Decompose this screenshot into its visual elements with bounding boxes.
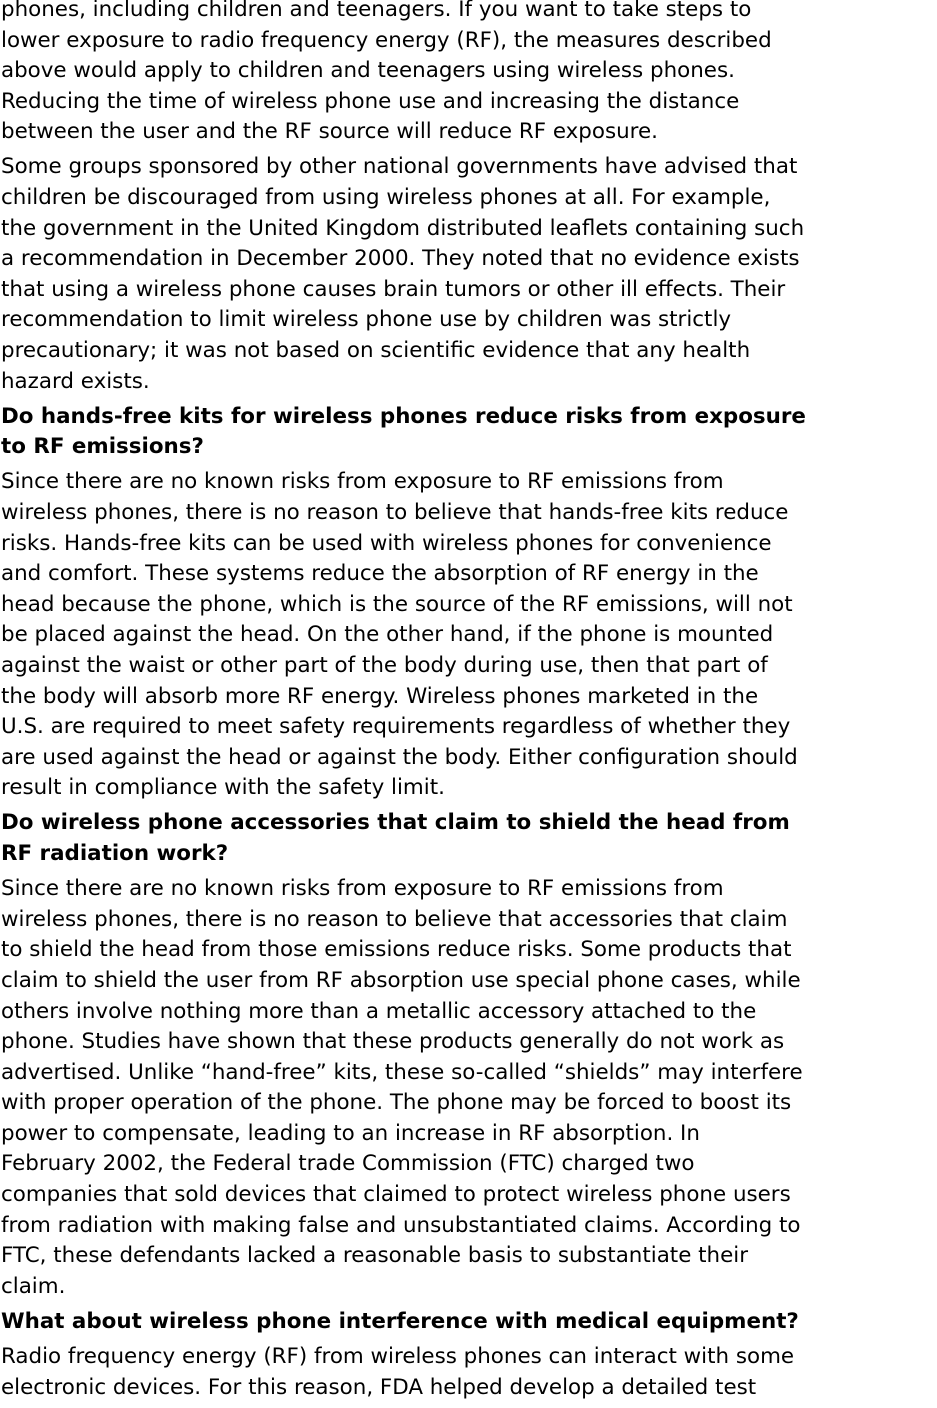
document-page [1,0,937,1408]
paragraph-shield-accessories: Since there are no known risks from exposure to RF emissions from wireless phones, there is no reason to believe that accessories that claim to shield the head from those emissions reduce risks. Some products that claim to shield the user from RF absorption use special phone cases, while others involve nothing more than a metallic accessory attached to the phone. Studies have shown that these products generally do not work as advertised. Unlike “hand-free” kits, these so-called “shields” may interfere with proper operation of the phone. The phone may be forced to boost its power to compensate, leading to an increase in RF absorption. In February 2002, the Federal trade Commission (FTC) charged two companies that sold devices that claimed to protect wireless phone users from radiation with making false and unsubstantiated claims. According to FTC, these defendants lacked a reasonable basis to substantiate their claim. [1,876,803,1299]
paragraph-medical-interference: Radio frequency energy (RF) from wireless phones can interact with some electronic devices. For this reason, FDA helped develop a detailed test [1,1344,795,1400]
paragraph-children-exposure: phones, including children and teenagers. If you want to take steps to lower exposure to radio frequency energy (RF), the measures described above would apply to children and teenagers using wireless phones. Reducing the time of wireless phone use and increasing the distance between the user and the RF source will reduce RF exposure. [1,0,772,145]
paragraph-hands-free-kits: Since there are no known risks from exposure to RF emissions from wireless phones, there is no reason to believe that hands-free kits reduce risks. Hands-free kits can be used with wireless phones for convenience and comfort. These systems reduce the absorption of RF energy in the head because the phone, which is the source of the RF emissions, will not be placed against the head. On the other hand, if the phone is mounted against the waist or other part of the body during use, then that part of the body will absorb more RF energy. Wireless phones marketed in the U.S. are required to meet safety requirements regardless of whether they are used against the head or against the body. Either configuration should result in compliance with the safety limit. [1,469,798,801]
heading-hands-free-kits: Do hands-free kits for wireless phones reduce risks from exposure to RF emissions? [1,403,806,460]
heading-shield-accessories: Do wireless phone accessories that claim to shield the head from RF radiation work? [1,810,790,867]
paragraph-uk-recommendation: Some groups sponsored by other national governments have advised that children be discouraged from using wireless phones at all. For example, the government in the United Kingdom distributed leaflets containing such a recommendation in December 2000. They noted that no evidence exists that using a wireless phone causes brain tumors or other ill effects. Their recommendation to limit wireless phone use by children was strictly precautionary; it was not based on scientific evidence that any health hazard exists. [1,154,805,394]
heading-medical-interference: What about wireless phone interference with medical equipment? [1,1308,799,1334]
